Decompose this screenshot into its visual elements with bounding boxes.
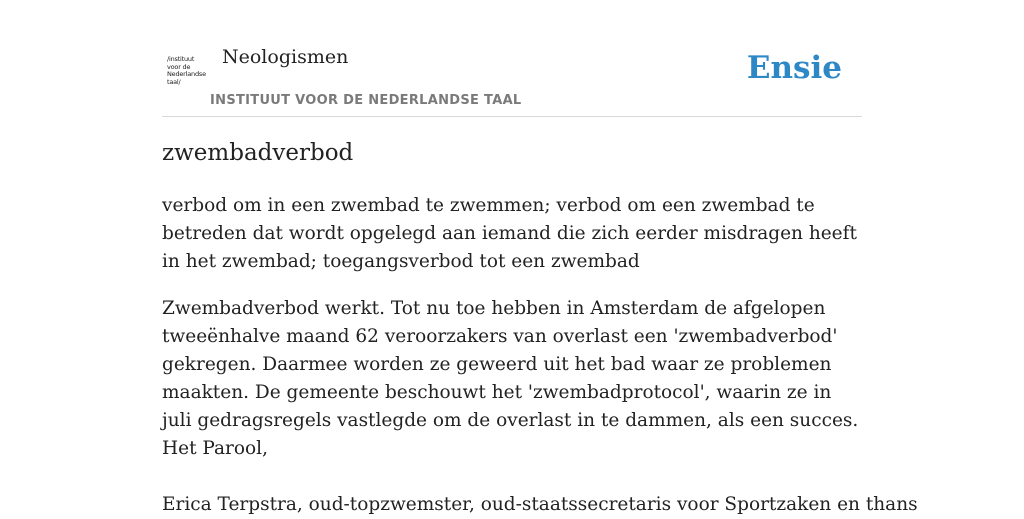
- ensie-brand-logo[interactable]: Ensie: [746, 50, 842, 86]
- quote-text: Zwembadverbod werkt. Tot nu toe hebben in Amsterdam de afgelopen tweeënhalve maand 62 veroorzakers van overlast een 'zwembadverbod' gekregen. Daarmee worden ze geweerd uit het bad waar ze problemen maakten. De gemeente beschouwt het 'zwembadprotocol', waarin ze in juli gedragsregels vastlegde om de overlast in te dammen, als een succes.: [162, 298, 859, 431]
- entry-quote-second: Erica Terpstra, oud-topzwemster, oud-staatssecretaris voor Sportzaken en thans: [162, 494, 918, 515]
- logo-line: /instituut: [167, 55, 195, 63]
- header: [162, 0, 862, 117]
- entry-quote: [162, 295, 862, 463]
- site-title[interactable]: Neologismen: [222, 46, 349, 68]
- site-subtitle: INSTITUUT VOOR DE NEDERLANDSE TAAL: [210, 93, 522, 108]
- entry-title: zwembadverbod: [162, 140, 354, 166]
- quote-source: Het Parool,: [162, 438, 268, 459]
- entry-definition: verbod om in een zwembad te zwemmen; verbod om een zwembad te betreden dat wordt opgelegd aan iemand die zich eerder misdragen heeft in het zwembad; toegangsverbod tot een zwembad: [162, 195, 857, 272]
- page: [162, 0, 918, 515]
- logo-line: taal/: [167, 77, 181, 86]
- logo-line: Nederlandse: [167, 70, 206, 79]
- ivdnt-logo[interactable]: [167, 56, 207, 90]
- logo-line: voor de: [167, 62, 191, 71]
